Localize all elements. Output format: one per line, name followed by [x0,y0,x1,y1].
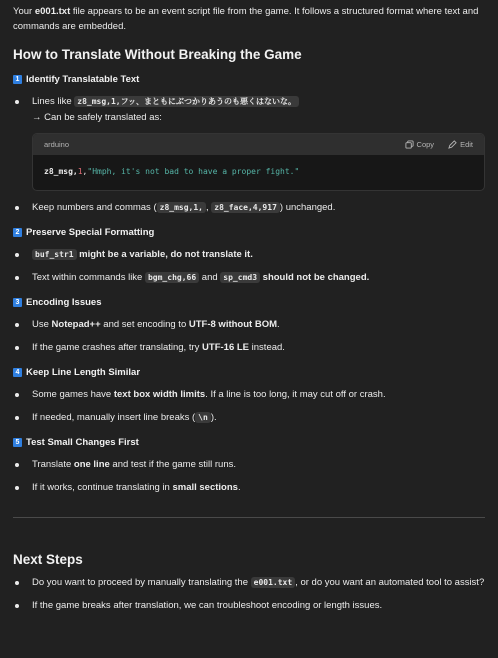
inline-code: bgm_chg,66 [145,272,199,283]
item-text: . [237,482,241,493]
item-bold: text box width limits [113,389,206,400]
divider [13,517,485,518]
number-1-icon: 1 [13,75,22,84]
section2-heading [13,227,485,238]
section4-title: Keep Line Length Similar [26,367,141,378]
next-steps-list [13,575,485,613]
list-item [13,200,485,215]
section1-list-continued [13,200,485,215]
item-text: ) unchanged. [279,202,336,213]
section4-heading [13,367,485,378]
list-item [13,387,485,402]
code-block-actions [405,140,473,149]
section3-list [13,317,485,355]
code-token: 1 [77,167,83,176]
inline-code: z8_face,4,917 [211,202,280,213]
list-item [13,270,485,285]
item-bold: UTF-16 LE [202,342,250,353]
edit-button[interactable] [448,140,473,149]
intro-filename: e001.txt [34,6,71,17]
section1-heading [13,74,485,85]
item-text: . [277,319,280,330]
item-text: Keep numbers and commas ( [32,202,157,213]
section2-title: Preserve Special Formatting [26,227,155,238]
intro-text: file appears to be an event script file from the game. It follows a structured format where text and commands are embedded. [13,6,479,32]
item-bold: one line [73,459,110,470]
list-item [13,598,485,613]
item-text: and test if the game still runs. [109,459,236,470]
section5-list [13,457,485,495]
section2-list [13,247,485,285]
list-item [13,340,485,355]
item-bold: Notepad++ [51,319,101,330]
next-steps-heading: Next Steps [13,552,83,567]
item-text: If it works, continue translating in [32,482,173,493]
item-bold: UTF-8 without BOM [188,319,277,330]
list-item [13,575,485,590]
edit-label: Edit [460,140,473,149]
item-text: If the game crashes after translating, try [32,342,203,353]
copy-label: Copy [416,140,435,149]
code-token: , [82,167,88,176]
code-block [32,133,485,191]
copy-button[interactable] [405,140,435,149]
item-text: ). [210,412,217,423]
item-text: Lines like [32,96,75,107]
item-text: instead. [249,342,285,353]
section1-list [13,94,485,125]
number-3-icon: 3 [13,298,22,307]
item-text: and set encoding to [100,319,189,330]
section3-title: Encoding Issues [26,297,102,308]
item-subtext: → Can be safely translated as: [32,112,162,123]
inline-code: buf_str1 [32,249,77,260]
code-token: "Hmph, it's not bad to have a proper fight." [87,167,300,176]
section5-heading [13,437,485,448]
section5-title: Test Small Changes First [26,437,139,448]
item-text: If the game breaks after translation, we can troubleshoot encoding or length issues. [32,600,383,611]
list-item [13,94,485,125]
code-token: z8_msg, [44,167,78,176]
item-text: If needed, manually insert line breaks ( [32,412,196,423]
inline-code: z8_msg,1,フッ、まともにぶつかりあうのも悪くはないな。 [74,96,299,107]
number-2-icon: 2 [13,228,22,237]
intro-lead: Your [13,6,35,17]
item-text: , [205,202,212,213]
code-block-body [33,155,484,190]
main-heading: How to Translate Without Breaking the Game [13,47,302,62]
item-text: should not be changed. [260,272,370,283]
item-text: Some games have [32,389,114,400]
number-4-icon: 4 [13,368,22,377]
number-5-icon: 5 [13,438,22,447]
copy-icon [405,140,414,149]
inline-code: \n [195,412,211,423]
item-bold: small sections [172,482,238,493]
list-item [13,410,485,425]
inline-code: z8_msg,1, [157,202,206,213]
item-text: , or do you want an automated tool to assist? [295,577,485,588]
list-item [13,457,485,472]
item-text: Text within commands like [32,272,145,283]
inline-code: sp_cmd3 [220,272,260,283]
item-text: . If a line is too long, it may cut off or crash. [205,389,386,400]
code-block-header [33,134,484,155]
list-item [13,247,485,262]
list-item [13,480,485,495]
edit-icon [448,140,457,149]
item-text: Use [32,319,52,330]
item-text: might be a variable, do not translate it. [76,249,253,260]
list-item [13,317,485,332]
section3-heading [13,297,485,308]
item-text: Do you want to proceed by manually translating the [32,577,251,588]
inline-code: e001.txt [251,577,296,588]
section1-title: Identify Translatable Text [26,74,140,85]
item-text: and [199,272,221,283]
code-language: arduino [44,140,70,149]
chat-message [13,0,485,621]
item-text: Translate [32,459,74,470]
section4-list [13,387,485,425]
intro-paragraph [13,4,485,34]
